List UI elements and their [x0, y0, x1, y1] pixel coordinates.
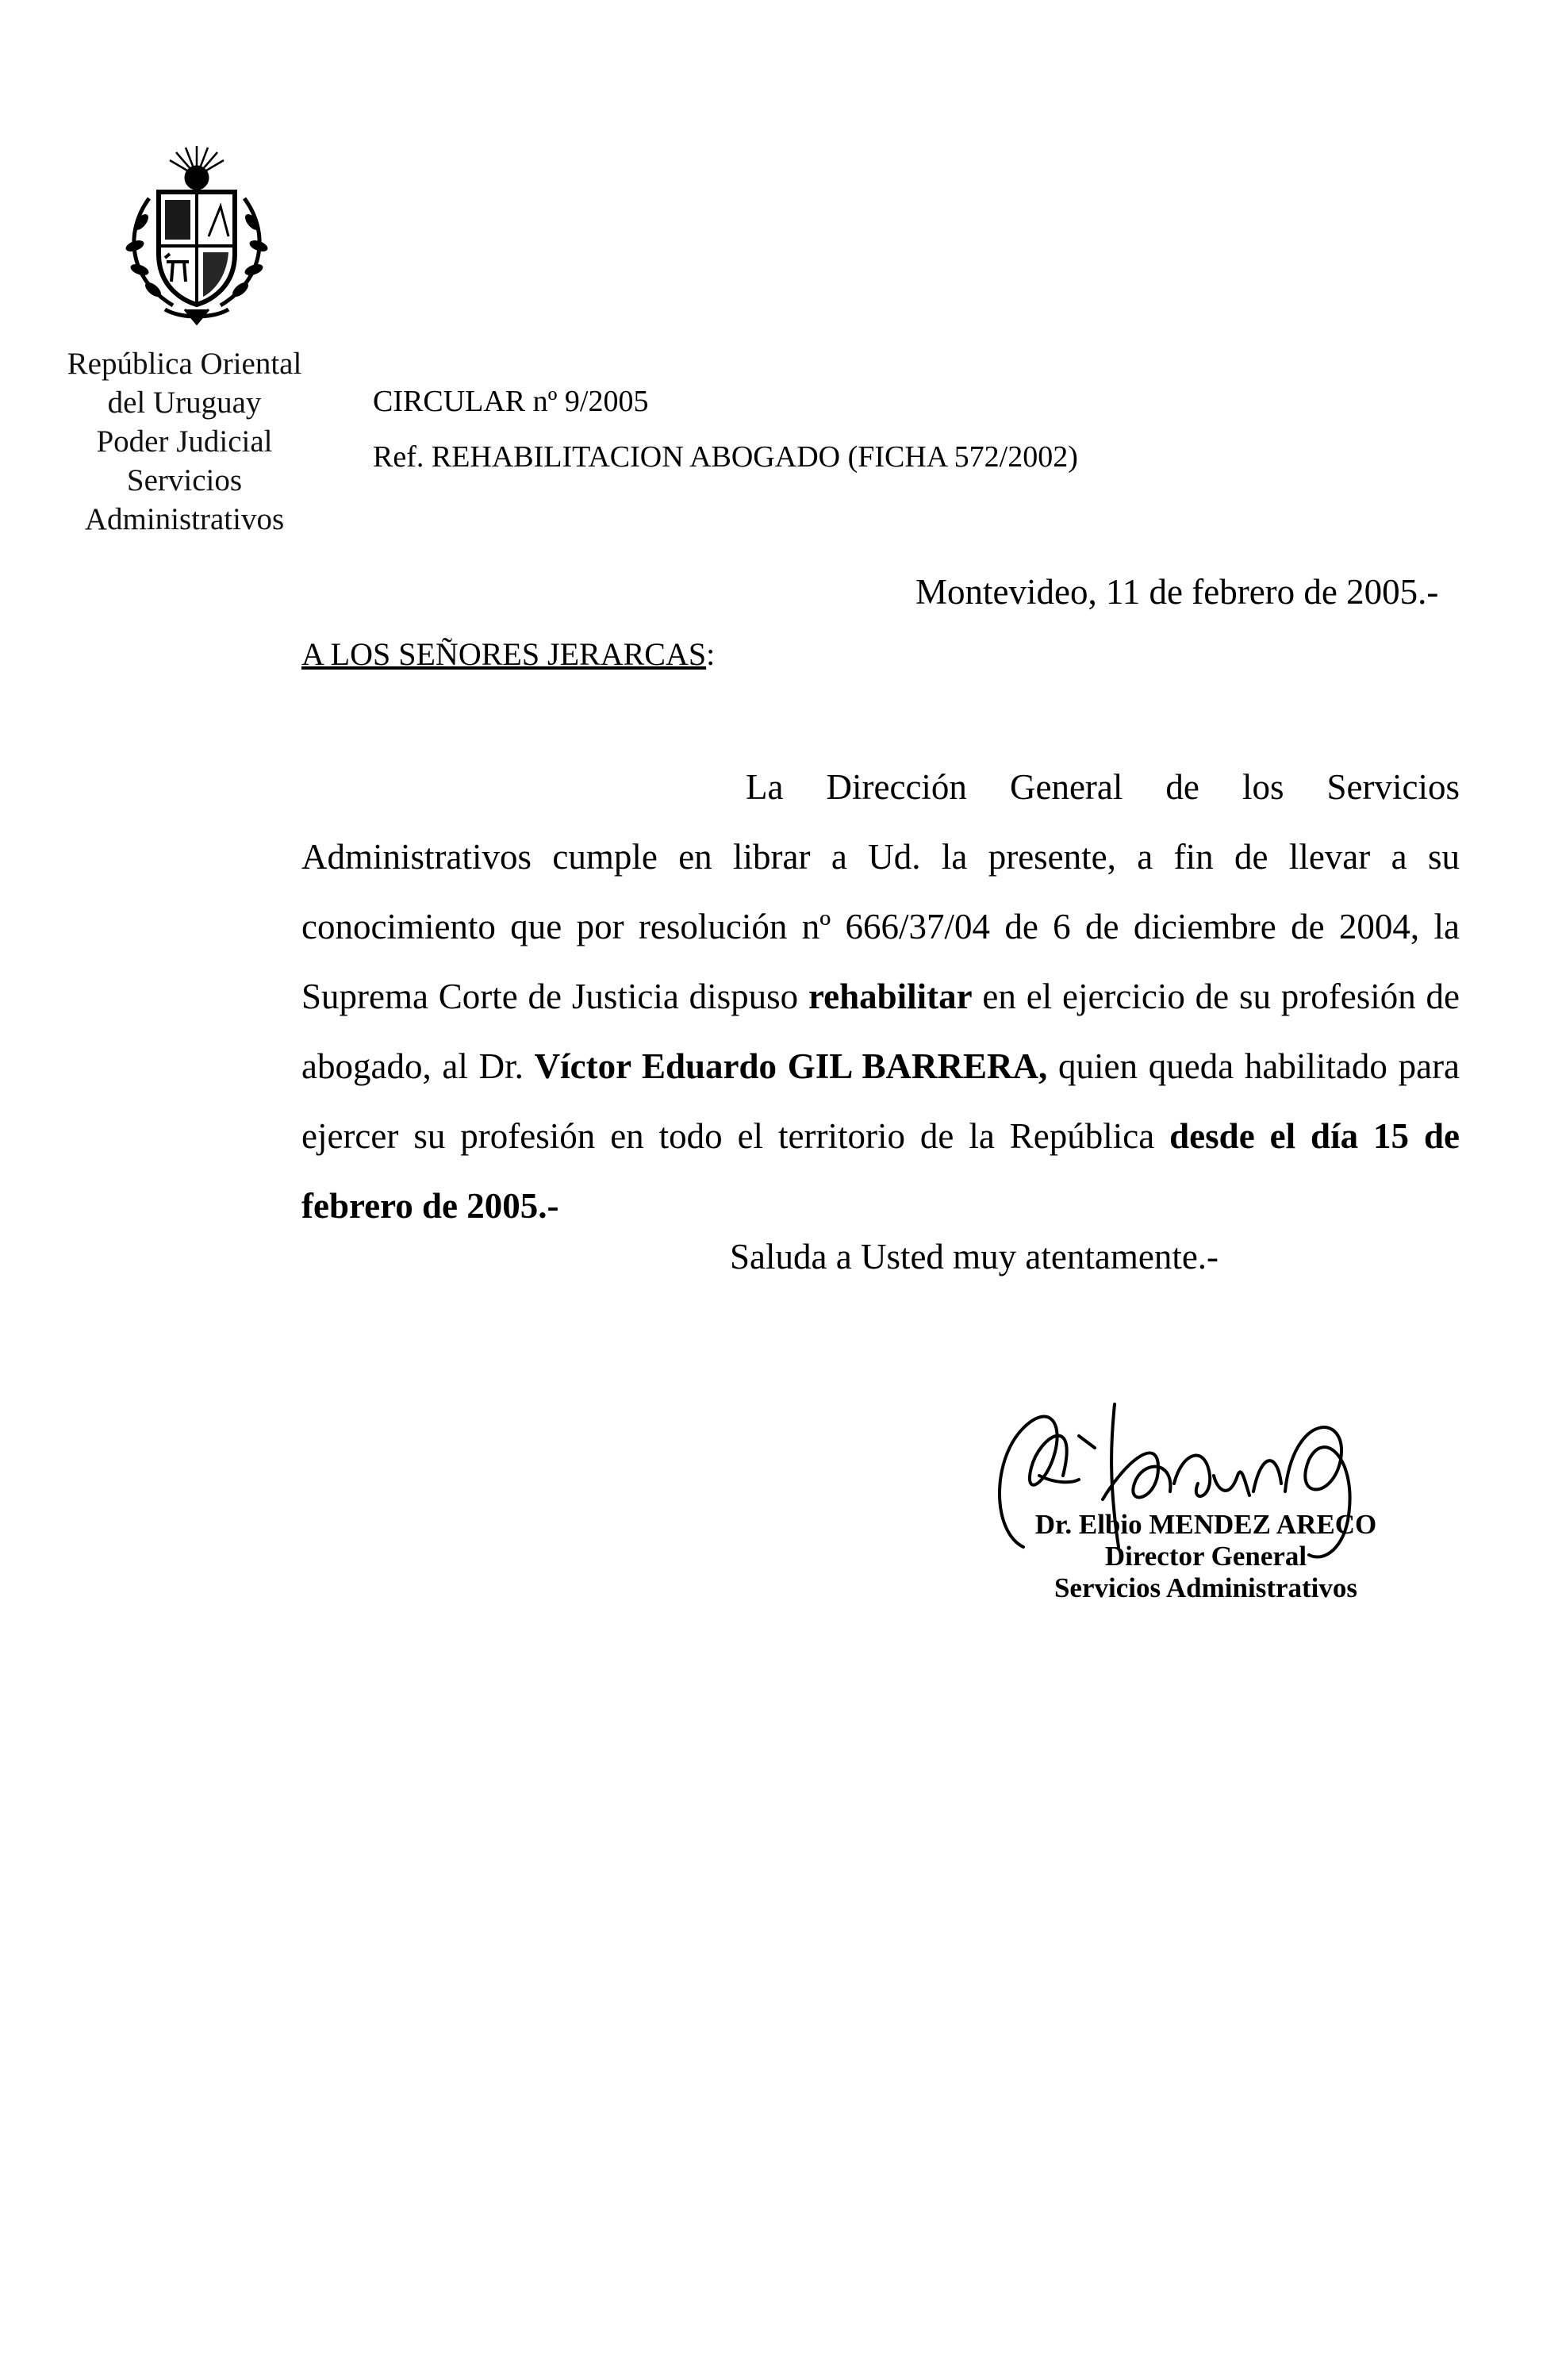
effective-date: desde el día 15 de febrero de 2005.- — [301, 1116, 1460, 1226]
coat-of-arms-emblem — [117, 143, 276, 325]
circular-number: CIRCULAR nº 9/2005 — [373, 385, 649, 418]
agency-line: República Oriental — [67, 347, 302, 381]
letter-date: Montevideo, 11 de febrero de 2005.- — [915, 572, 1439, 612]
signatory-name: Dr. Elbio MENDEZ ARECO — [1034, 1509, 1377, 1540]
agency-line: Poder Judicial — [96, 424, 273, 459]
agency-line: Servicios — [126, 463, 243, 497]
signatory-stamp — [1007, 1509, 1404, 1604]
signatory-title: Director General — [1104, 1541, 1307, 1572]
agency-line: del Uruguay — [107, 386, 262, 420]
body-text-part: en el ejercicio de su profesión de abogado, al Dr. — [301, 977, 1460, 1086]
closing-line: Saluda a Usted muy atentamente.- — [730, 1237, 1219, 1276]
lawyer-surname: GIL BARRERA, — [787, 1046, 1048, 1086]
issuing-agency-block — [48, 344, 321, 539]
lawyer-given-name: Víctor Eduardo — [534, 1046, 777, 1086]
salutation-text: A LOS SEÑORES JERARCAS — [301, 636, 707, 672]
agency-line: Administrativos — [84, 502, 285, 536]
signatory-department: Servicios Administrativos — [1053, 1572, 1358, 1603]
body-space — [777, 1046, 788, 1086]
salutation — [301, 635, 715, 674]
reference-line: Ref. REHABILITACION ABOGADO (FICHA 572/2002) — [373, 440, 1078, 474]
body-text-part: quien queda habilitado para ejercer su profesión en todo el territorio de la República — [301, 1046, 1460, 1156]
body-text-part: La Dirección General de los Servicios Administrativos cumple en librar a Ud. la presente, a fin de llevar a su conocimiento que por resolución nº 666/37/04 de 6 de diciembre de 2004, la Suprema Corte de Justicia dispuso — [301, 767, 1460, 1016]
body-bold-rehabilitar: rehabilitar — [808, 977, 973, 1016]
letter-body — [301, 752, 1460, 1241]
salutation-colon: : — [706, 636, 716, 672]
body-paragraph — [301, 752, 1460, 1241]
